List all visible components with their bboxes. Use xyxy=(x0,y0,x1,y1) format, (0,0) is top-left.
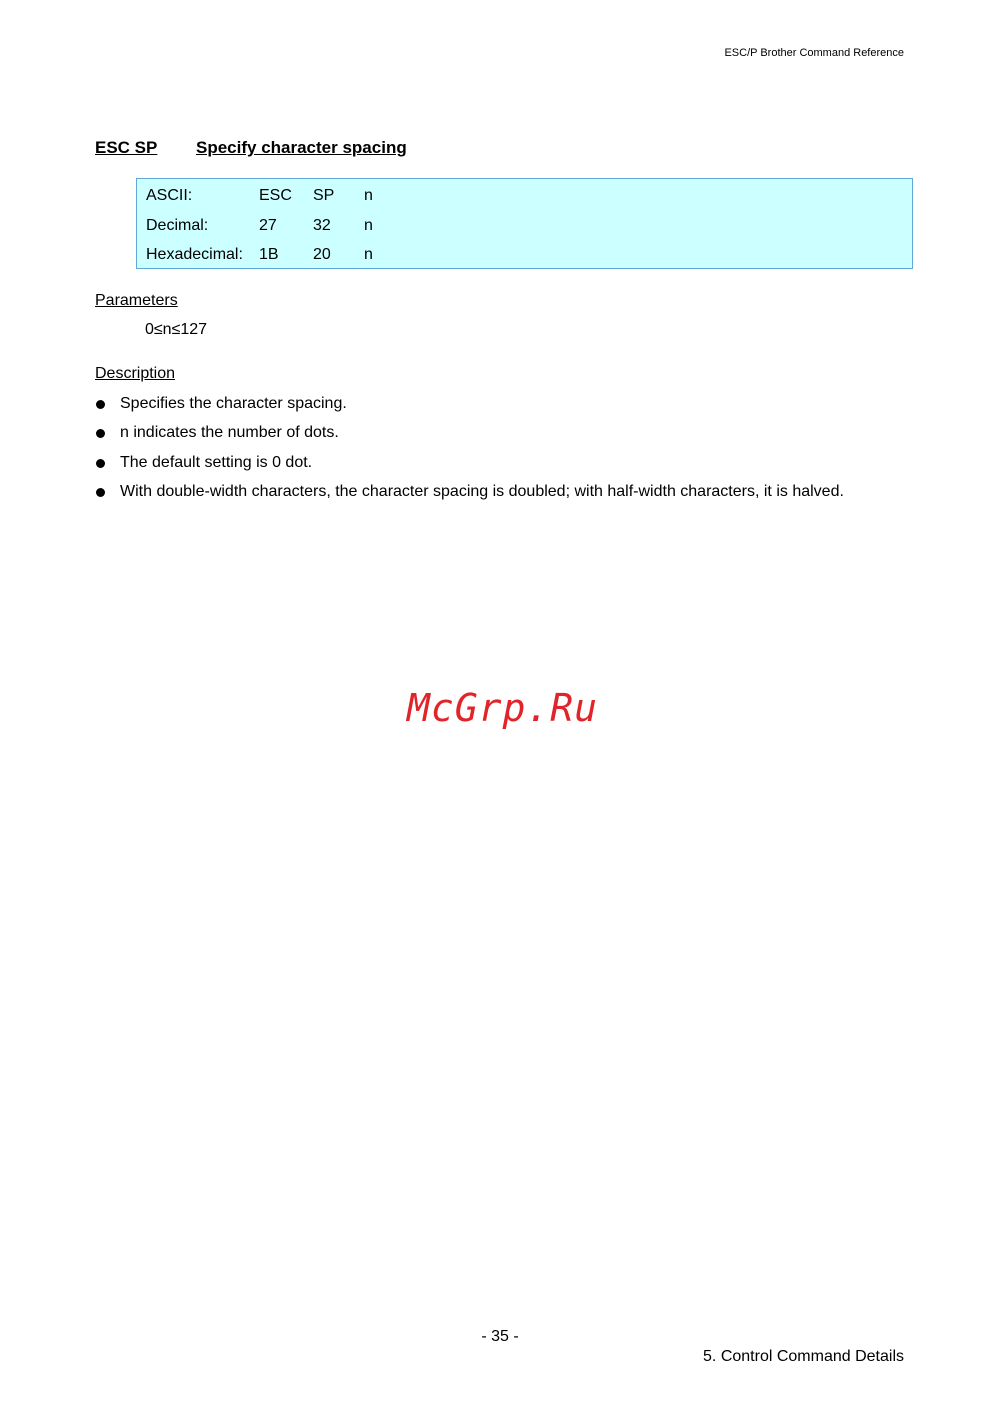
page-number: - 35 - xyxy=(481,1328,519,1345)
command-code: ESC SP xyxy=(95,138,158,157)
row-label: ASCII: xyxy=(146,187,193,204)
row-label: Hexadecimal: xyxy=(146,246,243,263)
watermark: McGrp.Ru xyxy=(407,686,599,730)
parameter-range: 0≤n≤127 xyxy=(145,321,208,338)
list-item-text: With double-width characters, the character spacing is doubled; with half-width characters, it is halved. xyxy=(120,483,844,500)
row-value: ESC xyxy=(259,187,292,204)
list-item-text: Specifies the character spacing. xyxy=(120,395,347,412)
row-value: SP xyxy=(313,187,335,204)
row-value: n xyxy=(364,187,373,204)
row-value: 27 xyxy=(259,217,277,234)
row-value: n xyxy=(364,217,373,234)
bullet-icon xyxy=(96,459,105,468)
header-reference: ESC/P Brother Command Reference xyxy=(724,47,904,59)
row-label: Decimal: xyxy=(146,217,209,234)
footer-chapter: 5. Control Command Details xyxy=(703,1348,904,1365)
bullet-icon xyxy=(96,400,105,409)
row-value: 1B xyxy=(259,246,279,263)
bullet-icon xyxy=(96,429,105,438)
command-table xyxy=(136,178,913,269)
row-value: n xyxy=(364,246,373,263)
description-heading: Description xyxy=(95,365,176,382)
parameters-heading: Parameters xyxy=(95,292,178,309)
command-name: Specify character spacing xyxy=(196,138,407,157)
row-value: 32 xyxy=(313,217,331,234)
bullet-icon xyxy=(96,488,105,497)
row-value: 20 xyxy=(313,246,331,263)
list-item-text: n indicates the number of dots. xyxy=(120,424,339,441)
list-item-text: The default setting is 0 dot. xyxy=(120,454,313,471)
